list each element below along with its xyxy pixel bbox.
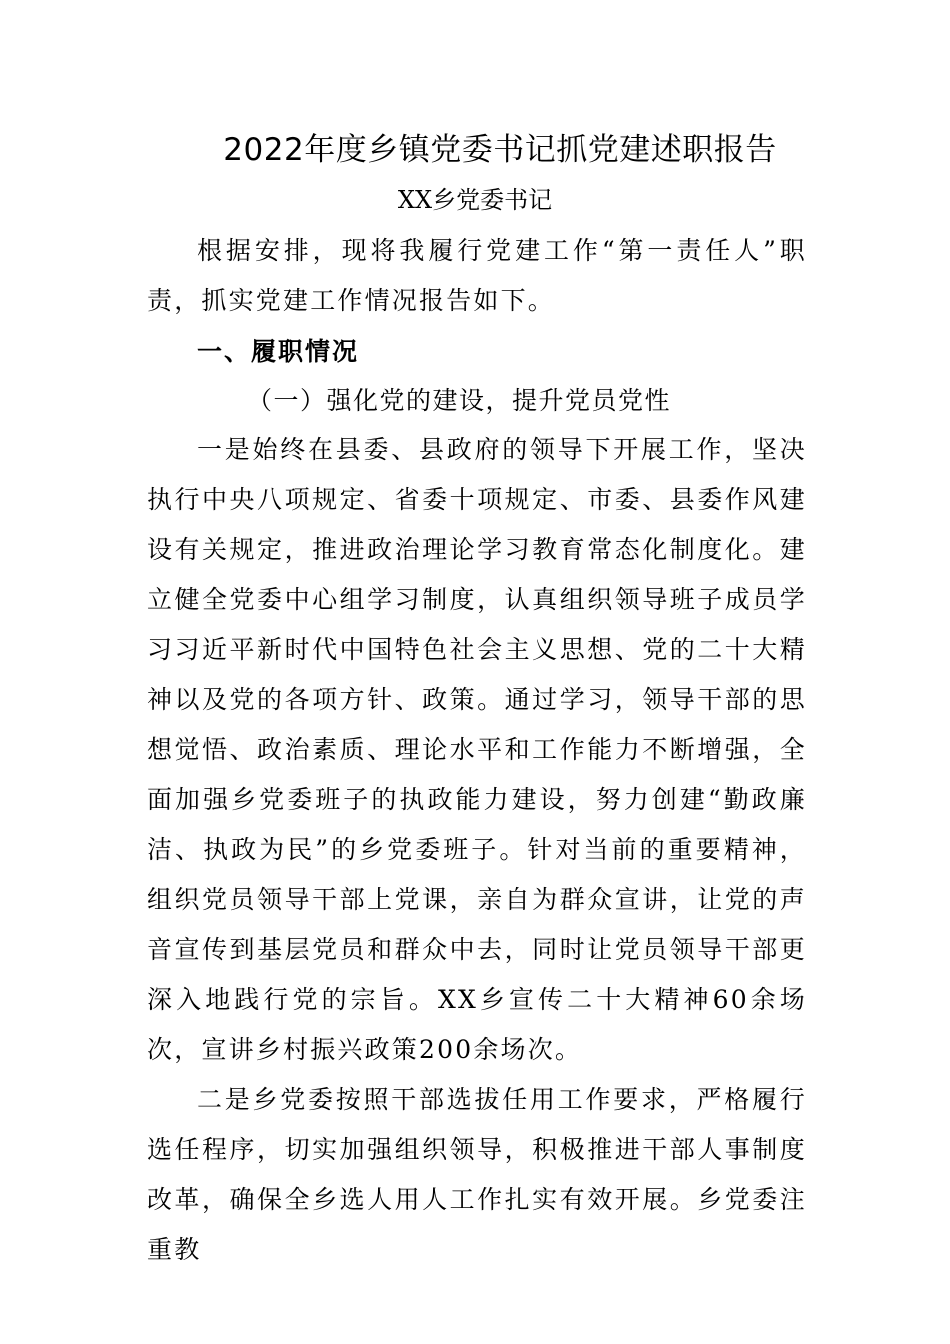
document-title: 2022年度乡镇党委书记抓党建述职报告 xyxy=(223,132,777,168)
section-heading: 一、履职情况 xyxy=(197,337,360,366)
intro-paragraph: 根据安排，现将我履行党建工作“第一责任人”职责，抓实党建工作情况报告如下。 xyxy=(147,236,807,315)
document-author: XX乡党委书记 xyxy=(397,186,553,214)
subsection-heading: （一）强化党的建设，提升党员党性 xyxy=(247,386,672,415)
body-paragraph-1: 一是始终在县委、县政府的领导下开展工作，坚决执行中央八项规定、省委十项规定、市委、县委作风建设有关规定，推进政治理论学习教育常态化制度化。建立健全党委中心组学习制度，认真组织领导班子成员学习习近平新时代中国特色社会主义思想、党的二十大精神以及党的各项方针、政策。通过学习，领导干部的思想觉悟、政治素质、理论水平和工作能力不断增强，全面加强乡党委班子的执政能力建设，努力创建“勤政廉洁、执政为民”的乡党委班子。针对当前的重要精神，组织党员领导干部上党课，亲自为群众宣讲，让党的声音宣传到基层党员和群众中去，同时让党员领导干部更深入地践行党的宗旨。XX乡宣传二十大精神60余场次，宣讲乡村振兴政策200余场次。 xyxy=(147,435,807,1064)
body-paragraph-2: 二是乡党委按照干部选拔任用工作要求，严格履行选任程序，切实加强组织领导，积极推进干部人事制度改革，确保全乡选人用人工作扎实有效开展。乡党委注重教 xyxy=(147,1085,807,1264)
